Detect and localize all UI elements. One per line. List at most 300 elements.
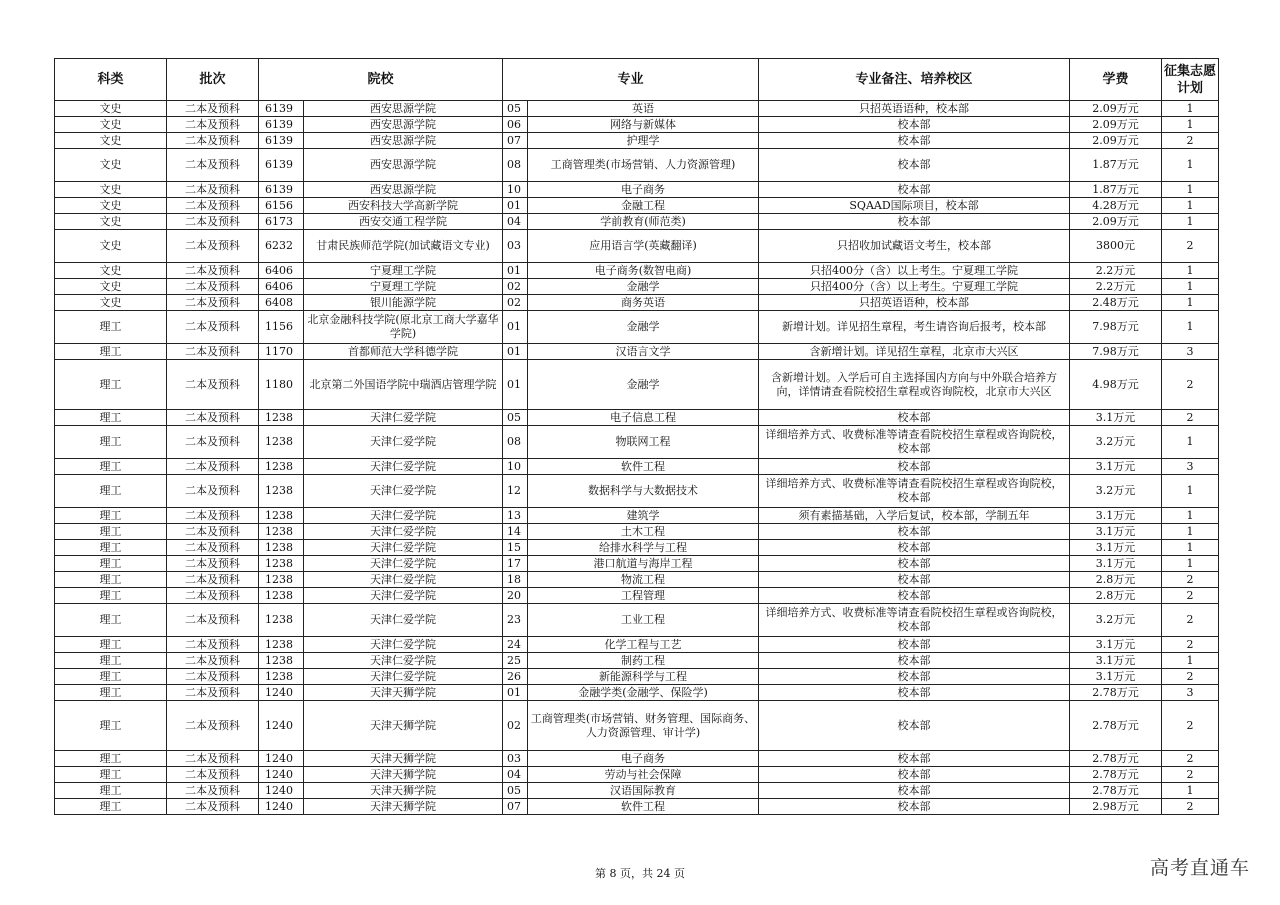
cell-school-name: 天津仁爱学院 <box>304 426 503 459</box>
cell-fee: 3.1万元 <box>1070 540 1162 556</box>
cell-batch: 二本及预科 <box>167 182 259 198</box>
cell-note: 含新增计划。详见招生章程，北京市大兴区 <box>759 344 1070 360</box>
cell-major-code: 01 <box>503 263 528 279</box>
table-row <box>55 685 1219 701</box>
cell-school-name: 银川能源学院 <box>304 295 503 311</box>
cell-school-code: 6139 <box>259 133 304 149</box>
table-row <box>55 459 1219 475</box>
cell-major-name: 新能源科学与工程 <box>528 669 759 685</box>
cell-school-code: 1238 <box>259 653 304 669</box>
cell-school-code: 1238 <box>259 524 304 540</box>
cell-batch: 二本及预科 <box>167 360 259 410</box>
cell-school-code: 1238 <box>259 410 304 426</box>
cell-plan: 2 <box>1162 604 1219 637</box>
table-row <box>55 182 1219 198</box>
cell-school-name: 宁夏理工学院 <box>304 263 503 279</box>
cell-plan: 1 <box>1162 279 1219 295</box>
cell-major-code: 10 <box>503 182 528 198</box>
cell-major-code: 26 <box>503 669 528 685</box>
cell-school-code: 1238 <box>259 508 304 524</box>
cell-fee: 2.8万元 <box>1070 572 1162 588</box>
cell-plan: 1 <box>1162 101 1219 117</box>
cell-major-code: 01 <box>503 344 528 360</box>
cell-fee: 2.2万元 <box>1070 263 1162 279</box>
cell-major-name: 劳动与社会保障 <box>528 767 759 783</box>
cell-fee: 2.09万元 <box>1070 117 1162 133</box>
cell-note: 校本部 <box>759 783 1070 799</box>
cell-note: 详细培养方式、收费标准等请查看院校招生章程或咨询院校，校本部 <box>759 475 1070 508</box>
cell-school-name: 天津仁爱学院 <box>304 588 503 604</box>
table-row <box>55 701 1219 751</box>
cell-school-name: 北京金融科技学院(原北京工商大学嘉华学院) <box>304 311 503 344</box>
cell-category: 理工 <box>55 475 167 508</box>
cell-fee: 3800元 <box>1070 230 1162 263</box>
cell-major-name: 应用语言学(英藏翻译) <box>528 230 759 263</box>
cell-school-name: 天津天狮学院 <box>304 701 503 751</box>
cell-major-code: 13 <box>503 508 528 524</box>
cell-school-name: 天津天狮学院 <box>304 783 503 799</box>
cell-major-name: 物流工程 <box>528 572 759 588</box>
cell-school-code: 1240 <box>259 783 304 799</box>
cell-major-code: 01 <box>503 311 528 344</box>
cell-major-code: 07 <box>503 133 528 149</box>
cell-batch: 二本及预科 <box>167 198 259 214</box>
cell-school-name: 天津仁爱学院 <box>304 653 503 669</box>
cell-major-name: 港口航道与海岸工程 <box>528 556 759 572</box>
cell-school-name: 天津仁爱学院 <box>304 508 503 524</box>
cell-batch: 二本及预科 <box>167 685 259 701</box>
cell-major-code: 08 <box>503 149 528 182</box>
cell-batch: 二本及预科 <box>167 263 259 279</box>
cell-fee: 3.1万元 <box>1070 508 1162 524</box>
table-row <box>55 279 1219 295</box>
cell-category: 文史 <box>55 149 167 182</box>
cell-school-code: 1240 <box>259 701 304 751</box>
cell-batch: 二本及预科 <box>167 540 259 556</box>
table-row <box>55 117 1219 133</box>
cell-plan: 2 <box>1162 133 1219 149</box>
table-row <box>55 588 1219 604</box>
cell-batch: 二本及预科 <box>167 524 259 540</box>
cell-category: 文史 <box>55 279 167 295</box>
table-row <box>55 572 1219 588</box>
cell-plan: 2 <box>1162 588 1219 604</box>
cell-plan: 1 <box>1162 426 1219 459</box>
cell-category: 文史 <box>55 198 167 214</box>
cell-batch: 二本及预科 <box>167 410 259 426</box>
cell-major-code: 01 <box>503 685 528 701</box>
cell-batch: 二本及预科 <box>167 133 259 149</box>
table-row <box>55 637 1219 653</box>
cell-fee: 2.78万元 <box>1070 783 1162 799</box>
table-row <box>55 101 1219 117</box>
cell-school-code: 1238 <box>259 588 304 604</box>
cell-major-code: 04 <box>503 767 528 783</box>
cell-batch: 二本及预科 <box>167 783 259 799</box>
table-row <box>55 230 1219 263</box>
cell-major-code: 05 <box>503 101 528 117</box>
table-row <box>55 508 1219 524</box>
cell-plan: 2 <box>1162 637 1219 653</box>
cell-note: SQAAD国际项目，校本部 <box>759 198 1070 214</box>
cell-plan: 1 <box>1162 653 1219 669</box>
cell-major-name: 工商管理类(市场营销、人力资源管理) <box>528 149 759 182</box>
cell-school-name: 天津仁爱学院 <box>304 604 503 637</box>
cell-major-name: 软件工程 <box>528 459 759 475</box>
cell-plan: 2 <box>1162 751 1219 767</box>
cell-batch: 二本及预科 <box>167 279 259 295</box>
cell-major-code: 01 <box>503 360 528 410</box>
cell-note: 只招400分（含）以上考生。宁夏理工学院 <box>759 263 1070 279</box>
cell-note: 新增计划。详见招生章程，考生请咨询后报考，校本部 <box>759 311 1070 344</box>
cell-school-name: 天津天狮学院 <box>304 767 503 783</box>
cell-fee: 3.1万元 <box>1070 653 1162 669</box>
cell-batch: 二本及预科 <box>167 637 259 653</box>
cell-plan: 1 <box>1162 263 1219 279</box>
cell-batch: 二本及预科 <box>167 426 259 459</box>
table-row <box>55 604 1219 637</box>
cell-school-name: 天津仁爱学院 <box>304 637 503 653</box>
cell-major-code: 06 <box>503 117 528 133</box>
cell-plan: 2 <box>1162 572 1219 588</box>
table-row <box>55 410 1219 426</box>
cell-school-name: 天津天狮学院 <box>304 685 503 701</box>
cell-note: 校本部 <box>759 540 1070 556</box>
cell-major-name: 给排水科学与工程 <box>528 540 759 556</box>
cell-category: 文史 <box>55 133 167 149</box>
cell-major-name: 护理学 <box>528 133 759 149</box>
cell-fee: 2.09万元 <box>1070 133 1162 149</box>
table-row <box>55 214 1219 230</box>
cell-category: 理工 <box>55 799 167 815</box>
cell-category: 理工 <box>55 344 167 360</box>
table-row <box>55 344 1219 360</box>
cell-plan: 1 <box>1162 540 1219 556</box>
cell-major-code: 23 <box>503 604 528 637</box>
cell-fee: 2.09万元 <box>1070 214 1162 230</box>
cell-school-name: 西安思源学院 <box>304 117 503 133</box>
cell-school-name: 西安思源学院 <box>304 149 503 182</box>
cell-major-name: 制药工程 <box>528 653 759 669</box>
cell-plan: 2 <box>1162 669 1219 685</box>
cell-category: 理工 <box>55 767 167 783</box>
cell-note: 校本部 <box>759 637 1070 653</box>
cell-plan: 2 <box>1162 410 1219 426</box>
cell-major-name: 化学工程与工艺 <box>528 637 759 653</box>
cell-school-name: 天津仁爱学院 <box>304 540 503 556</box>
table-row <box>55 263 1219 279</box>
cell-major-code: 05 <box>503 410 528 426</box>
cell-fee: 7.98万元 <box>1070 311 1162 344</box>
cell-batch: 二本及预科 <box>167 751 259 767</box>
table-row <box>55 751 1219 767</box>
cell-major-name: 软件工程 <box>528 799 759 815</box>
table-row <box>55 767 1219 783</box>
cell-school-name: 西安交通工程学院 <box>304 214 503 230</box>
cell-fee: 2.78万元 <box>1070 767 1162 783</box>
cell-major-name: 金融学 <box>528 311 759 344</box>
cell-major-code: 24 <box>503 637 528 653</box>
cell-category: 文史 <box>55 214 167 230</box>
cell-batch: 二本及预科 <box>167 508 259 524</box>
cell-category: 理工 <box>55 751 167 767</box>
cell-school-code: 6139 <box>259 182 304 198</box>
cell-fee: 3.1万元 <box>1070 410 1162 426</box>
cell-note: 只招英语语种，校本部 <box>759 101 1070 117</box>
cell-school-name: 天津仁爱学院 <box>304 410 503 426</box>
cell-major-code: 03 <box>503 751 528 767</box>
cell-category: 理工 <box>55 426 167 459</box>
cell-school-code: 1156 <box>259 311 304 344</box>
cell-school-code: 6173 <box>259 214 304 230</box>
cell-fee: 3.1万元 <box>1070 459 1162 475</box>
cell-plan: 2 <box>1162 799 1219 815</box>
cell-plan: 1 <box>1162 117 1219 133</box>
cell-major-name: 金融学 <box>528 360 759 410</box>
cell-major-code: 15 <box>503 540 528 556</box>
cell-note: 校本部 <box>759 701 1070 751</box>
cell-school-code: 6406 <box>259 279 304 295</box>
cell-school-code: 1238 <box>259 669 304 685</box>
cell-note: 校本部 <box>759 459 1070 475</box>
cell-major-code: 07 <box>503 799 528 815</box>
cell-plan: 1 <box>1162 475 1219 508</box>
table-row <box>55 669 1219 685</box>
header-fee: 学费 <box>1070 59 1162 101</box>
cell-plan: 2 <box>1162 701 1219 751</box>
cell-fee: 3.2万元 <box>1070 604 1162 637</box>
cell-plan: 1 <box>1162 149 1219 182</box>
cell-plan: 1 <box>1162 556 1219 572</box>
cell-school-name: 天津仁爱学院 <box>304 572 503 588</box>
table-row <box>55 783 1219 799</box>
cell-school-code: 1238 <box>259 426 304 459</box>
cell-category: 文史 <box>55 295 167 311</box>
header-note: 专业备注、培养校区 <box>759 59 1070 101</box>
cell-category: 理工 <box>55 572 167 588</box>
cell-school-code: 1240 <box>259 751 304 767</box>
cell-school-name: 天津仁爱学院 <box>304 669 503 685</box>
header-category: 科类 <box>55 59 167 101</box>
table-row <box>55 360 1219 410</box>
cell-major-code: 20 <box>503 588 528 604</box>
cell-batch: 二本及预科 <box>167 295 259 311</box>
cell-school-code: 1238 <box>259 556 304 572</box>
table-row <box>55 133 1219 149</box>
cell-plan: 3 <box>1162 685 1219 701</box>
cell-fee: 2.78万元 <box>1070 685 1162 701</box>
cell-school-code: 1170 <box>259 344 304 360</box>
cell-note: 只招收加试藏语文考生，校本部 <box>759 230 1070 263</box>
cell-category: 理工 <box>55 669 167 685</box>
header-school: 院校 <box>259 59 503 101</box>
cell-major-code: 02 <box>503 701 528 751</box>
cell-batch: 二本及预科 <box>167 230 259 263</box>
cell-major-name: 工商管理类(市场营销、财务管理、国际商务、人力资源管理、审计学) <box>528 701 759 751</box>
cell-batch: 二本及预科 <box>167 101 259 117</box>
cell-note: 详细培养方式、收费标准等请查看院校招生章程或咨询院校，校本部 <box>759 426 1070 459</box>
cell-major-name: 汉语言文学 <box>528 344 759 360</box>
cell-school-code: 1238 <box>259 475 304 508</box>
cell-batch: 二本及预科 <box>167 459 259 475</box>
cell-fee: 7.98万元 <box>1070 344 1162 360</box>
cell-fee: 2.8万元 <box>1070 588 1162 604</box>
cell-note: 校本部 <box>759 799 1070 815</box>
cell-batch: 二本及预科 <box>167 669 259 685</box>
table-row <box>55 556 1219 572</box>
cell-school-code: 1180 <box>259 360 304 410</box>
cell-major-name: 电子商务 <box>528 751 759 767</box>
cell-note: 校本部 <box>759 588 1070 604</box>
cell-note: 校本部 <box>759 410 1070 426</box>
cell-category: 理工 <box>55 685 167 701</box>
cell-fee: 2.98万元 <box>1070 799 1162 815</box>
cell-batch: 二本及预科 <box>167 475 259 508</box>
cell-major-name: 金融学 <box>528 279 759 295</box>
cell-category: 文史 <box>55 263 167 279</box>
cell-fee: 3.1万元 <box>1070 524 1162 540</box>
cell-school-name: 天津仁爱学院 <box>304 524 503 540</box>
cell-note: 须有素描基础，入学后复试，校本部，学制五年 <box>759 508 1070 524</box>
cell-major-code: 05 <box>503 783 528 799</box>
cell-category: 理工 <box>55 588 167 604</box>
cell-note: 只招英语语种，校本部 <box>759 295 1070 311</box>
cell-plan: 1 <box>1162 198 1219 214</box>
cell-category: 理工 <box>55 524 167 540</box>
cell-fee: 4.98万元 <box>1070 360 1162 410</box>
cell-school-name: 甘肃民族师范学院(加试藏语文专业) <box>304 230 503 263</box>
cell-school-code: 1240 <box>259 685 304 701</box>
cell-major-code: 02 <box>503 295 528 311</box>
header-batch: 批次 <box>167 59 259 101</box>
cell-batch: 二本及预科 <box>167 588 259 604</box>
cell-batch: 二本及预科 <box>167 767 259 783</box>
table-row <box>55 524 1219 540</box>
cell-major-name: 商务英语 <box>528 295 759 311</box>
cell-major-name: 工业工程 <box>528 604 759 637</box>
cell-plan: 3 <box>1162 459 1219 475</box>
cell-major-code: 12 <box>503 475 528 508</box>
cell-note: 校本部 <box>759 556 1070 572</box>
cell-major-name: 工程管理 <box>528 588 759 604</box>
header-major: 专业 <box>503 59 759 101</box>
cell-note: 含新增计划。入学后可自主选择国内方向与中外联合培养方向，详情请查看院校招生章程或咨询院校，北京市大兴区 <box>759 360 1070 410</box>
cell-school-name: 西安思源学院 <box>304 182 503 198</box>
cell-school-name: 天津仁爱学院 <box>304 475 503 508</box>
cell-category: 理工 <box>55 508 167 524</box>
cell-plan: 2 <box>1162 360 1219 410</box>
cell-school-code: 6139 <box>259 149 304 182</box>
cell-note: 校本部 <box>759 685 1070 701</box>
cell-school-name: 西安思源学院 <box>304 133 503 149</box>
table-row <box>55 799 1219 815</box>
cell-note: 校本部 <box>759 751 1070 767</box>
cell-fee: 3.1万元 <box>1070 637 1162 653</box>
cell-note: 校本部 <box>759 767 1070 783</box>
cell-major-name: 电子商务 <box>528 182 759 198</box>
page-footer: 第 8 页，共 24 页 <box>595 867 685 880</box>
cell-note: 校本部 <box>759 669 1070 685</box>
cell-category: 文史 <box>55 101 167 117</box>
cell-school-name: 西安思源学院 <box>304 101 503 117</box>
cell-school-code: 6139 <box>259 101 304 117</box>
cell-major-name: 英语 <box>528 101 759 117</box>
cell-fee: 4.28万元 <box>1070 198 1162 214</box>
cell-fee: 3.2万元 <box>1070 475 1162 508</box>
cell-major-name: 电子信息工程 <box>528 410 759 426</box>
cell-batch: 二本及预科 <box>167 556 259 572</box>
cell-category: 文史 <box>55 230 167 263</box>
cell-category: 理工 <box>55 540 167 556</box>
cell-school-code: 1240 <box>259 767 304 783</box>
cell-note: 校本部 <box>759 133 1070 149</box>
cell-note: 校本部 <box>759 182 1070 198</box>
cell-note: 只招400分（含）以上考生。宁夏理工学院 <box>759 279 1070 295</box>
cell-school-name: 北京第二外国语学院中瑞酒店管理学院 <box>304 360 503 410</box>
cell-major-name: 土木工程 <box>528 524 759 540</box>
cell-school-name: 天津天狮学院 <box>304 799 503 815</box>
cell-major-name: 汉语国际教育 <box>528 783 759 799</box>
cell-plan: 1 <box>1162 783 1219 799</box>
table-row <box>55 295 1219 311</box>
cell-note: 校本部 <box>759 653 1070 669</box>
cell-plan: 2 <box>1162 767 1219 783</box>
cell-school-code: 6232 <box>259 230 304 263</box>
cell-major-name: 数据科学与大数据技术 <box>528 475 759 508</box>
cell-school-code: 1238 <box>259 572 304 588</box>
table-row <box>55 426 1219 459</box>
cell-fee: 2.78万元 <box>1070 751 1162 767</box>
cell-plan: 2 <box>1162 230 1219 263</box>
cell-note: 校本部 <box>759 524 1070 540</box>
cell-school-code: 6156 <box>259 198 304 214</box>
cell-plan: 1 <box>1162 214 1219 230</box>
cell-category: 理工 <box>55 556 167 572</box>
cell-category: 理工 <box>55 653 167 669</box>
cell-major-name: 电子商务(数智电商) <box>528 263 759 279</box>
cell-batch: 二本及预科 <box>167 149 259 182</box>
cell-fee: 2.2万元 <box>1070 279 1162 295</box>
table-row <box>55 475 1219 508</box>
cell-school-code: 1238 <box>259 604 304 637</box>
cell-school-name: 宁夏理工学院 <box>304 279 503 295</box>
header-plan: 征集志愿计划 <box>1162 59 1219 101</box>
cell-batch: 二本及预科 <box>167 344 259 360</box>
cell-note: 校本部 <box>759 572 1070 588</box>
cell-batch: 二本及预科 <box>167 214 259 230</box>
cell-category: 理工 <box>55 311 167 344</box>
cell-category: 理工 <box>55 360 167 410</box>
cell-major-code: 18 <box>503 572 528 588</box>
cell-school-code: 1240 <box>259 799 304 815</box>
cell-note: 校本部 <box>759 117 1070 133</box>
cell-major-code: 14 <box>503 524 528 540</box>
cell-school-code: 1238 <box>259 540 304 556</box>
table-row <box>55 311 1219 344</box>
cell-plan: 3 <box>1162 344 1219 360</box>
cell-school-code: 1238 <box>259 637 304 653</box>
cell-major-name: 金融学类(金融学、保险学) <box>528 685 759 701</box>
cell-school-code: 6408 <box>259 295 304 311</box>
cell-note: 校本部 <box>759 149 1070 182</box>
cell-category: 理工 <box>55 604 167 637</box>
cell-plan: 1 <box>1162 295 1219 311</box>
table-body <box>55 101 1219 815</box>
cell-major-code: 25 <box>503 653 528 669</box>
cell-school-name: 天津天狮学院 <box>304 751 503 767</box>
cell-school-name: 西安科技大学高新学院 <box>304 198 503 214</box>
cell-major-name: 网络与新媒体 <box>528 117 759 133</box>
